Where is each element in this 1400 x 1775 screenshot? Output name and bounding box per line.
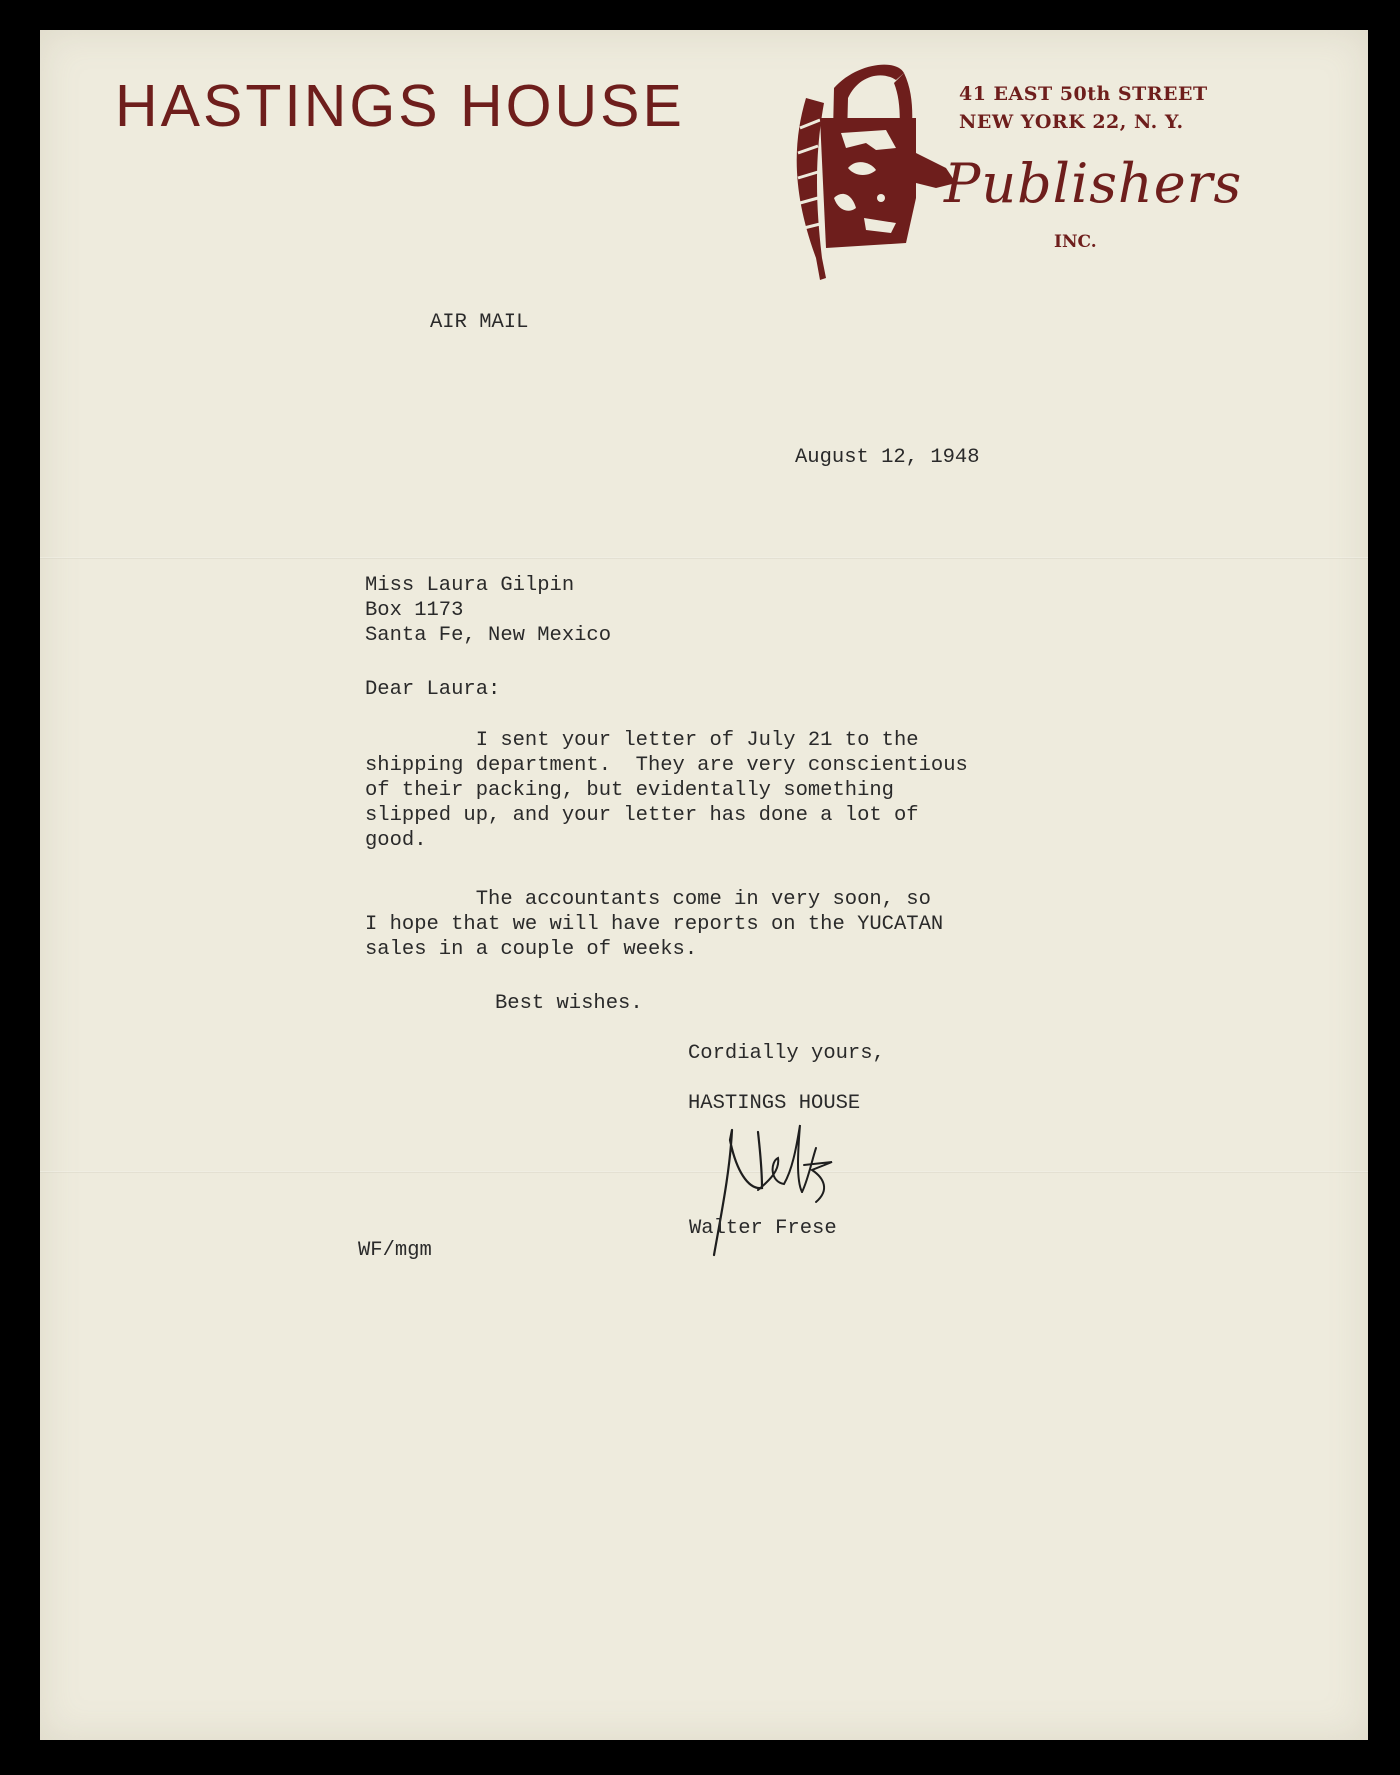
salutation: Dear Laura:	[365, 678, 501, 701]
recipient-address	[365, 573, 611, 648]
signer-name: Walter Frese	[689, 1217, 837, 1240]
body-paragraph-2	[365, 887, 943, 962]
recipient-city: Santa Fe, New Mexico	[365, 624, 612, 647]
best-wishes: Best wishes.	[495, 992, 643, 1015]
letterhead-address-street: 41 EAST 50th STREET	[959, 83, 1208, 105]
recipient-name: Miss Laura Gilpin	[365, 574, 575, 597]
paragraph-line: The accountants come in very soon, so	[365, 888, 931, 911]
paragraph-line: slipped up, and your letter has done a lot of	[365, 804, 919, 827]
closing: Cordially yours,	[688, 1042, 885, 1065]
paragraph-line: shipping department. They are very conscientious	[365, 754, 968, 777]
fold-line	[40, 557, 1368, 559]
signature-company: HASTINGS HOUSE	[688, 1092, 861, 1115]
letterhead-address-city: NEW YORK 22, N. Y.	[959, 111, 1184, 133]
letter-date: August 12, 1948	[795, 446, 980, 469]
paragraph-line: of their packing, but evidentally something	[365, 779, 894, 802]
letterhead-inc: INC.	[1054, 232, 1097, 252]
letterhead-company-name: HASTINGS HOUSE	[115, 73, 685, 139]
recipient-box: Box 1173	[365, 599, 464, 622]
body-paragraph-1	[365, 728, 968, 853]
paragraph-line: good.	[365, 829, 427, 852]
paragraph-line: I sent your letter of July 21 to the	[365, 729, 919, 752]
letterhead-publishers: Publishers	[944, 152, 1243, 215]
paragraph-line: sales in a couple of weeks.	[365, 938, 698, 961]
reference-initials: WF/mgm	[358, 1239, 432, 1262]
mail-type-label: AIR MAIL	[430, 311, 529, 334]
letter-sheet	[40, 30, 1368, 1740]
paragraph-line: I hope that we will have reports on the YUCATAN	[365, 913, 944, 936]
